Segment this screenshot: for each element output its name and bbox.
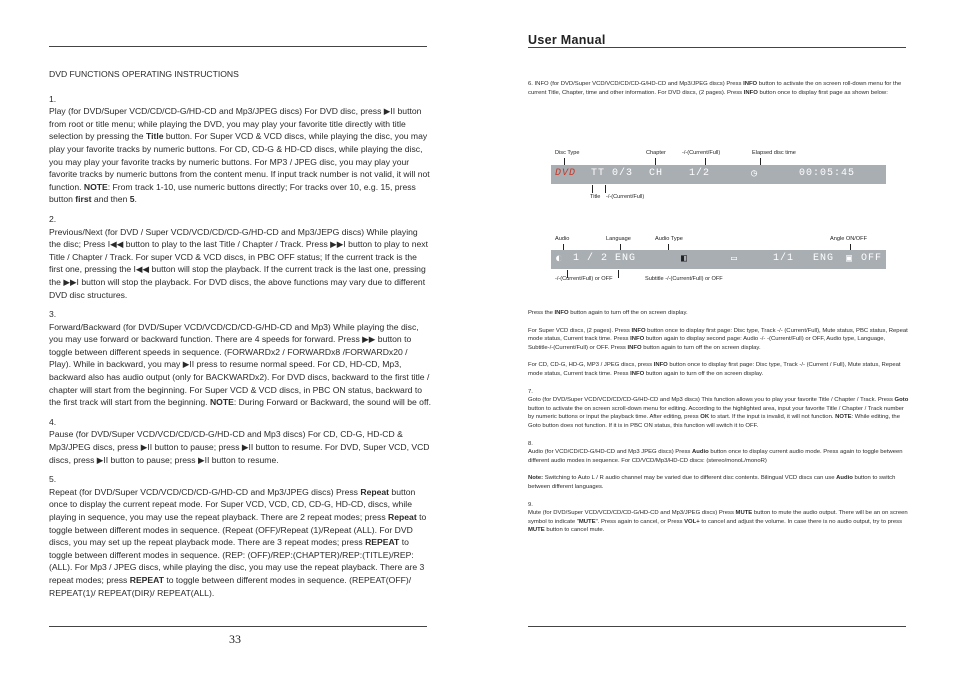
top-rule — [49, 46, 427, 47]
osd-angle-value: OFF — [861, 253, 883, 264]
osd-bar-2 — [551, 250, 886, 269]
clock-icon: ◷ — [751, 169, 759, 180]
osd-disc-type: DVD — [555, 168, 577, 179]
section-text: Play (for DVD/Super VCD/CD/CD-G/HD-CD and Mp3/JPEG discs) For DVD disc, press ▶II button from root or title menu; while playing the DVD, you may play your favorite title directly with title selection by pressing the Title button. For Super VCD & VCD discs, while playing the disc, you may play your favorite tracks by numeric buttons. For CD, CD-G & HD-CD discs, while playing the disc, you may play your favorite tracks by numeric buttons. For MP3 / JPEG disc, you may play your favorite tracks by numeric buttons from the content menu. If input track number is not valid, it will not function. NOTE: From track 1-10, use numeric buttons directly; For tracks over 10, e.g. 15, press button first and then 5. — [49, 106, 430, 205]
right-paragraph: Note: Switching to Auto L / R audio channel may be varied due to different disc contents. Bilingual VCD discs can use Audio button to switch between different languages. — [528, 475, 896, 490]
osd-bar-1 — [551, 165, 886, 184]
label-audio-type: Audio Type — [655, 236, 683, 242]
section-number: 4. — [49, 416, 57, 427]
info-intro — [528, 80, 910, 97]
angle-icon: ▣ — [846, 254, 854, 265]
page-header: User Manual — [528, 33, 606, 47]
right-paragraph: 9. Mute (for DVD/Super VCD/VCD/CD/CD-G/HD-CD and Mp3/JPEG discs) Press MUTE button to mute the audio output. There will be an on screen symbol to indicate "MUTE". Press again to cancel, or Press VOL+ to cancel and adjust the volume. In case there is no audio output, try to press MUTE button to cancel mute. — [528, 501, 908, 534]
right-paras — [528, 309, 910, 535]
right-body — [528, 309, 910, 535]
tick — [592, 185, 593, 193]
left-sections — [49, 93, 431, 600]
section-number: 1. — [49, 93, 57, 104]
label-title-current-full: -/-(Current/Full) — [606, 194, 645, 200]
label-chapter: Chapter — [646, 150, 666, 156]
osd-chapter-count: 1/2 — [689, 168, 711, 179]
audio-type-icon: ◧ — [681, 254, 689, 265]
section-text: Forward/Backward (for DVD/Super VCD/VCD/CD/CD-G/HD-CD and Mp3) While playing the disc, you may use forward or backward function. There are 4 speeds for forward. Press ▶▶ button to toggle between different speeds in sequence. (FORWARDx2 / FORWARDx8 /FORWARDx20 / Play). While in backward, you may ▶II press to resume normal speed. For CD, HD-CD, Mp3, backward also has audio output (only for BACKWARDx2). For DVD discs, backward to the first title / chapter will start from the beginning. For Super VCD & VCD discs, in PBC ON status, backward to the first track will start from the beginning. NOTE: During Forward or Backward, the sound will be off. — [49, 321, 431, 408]
right-paragraph: 8. Audio (for VCD/CD/CD-G/HD-CD and Mp3 JPEG discs) Press Audio button once to display current audio mode. Press again to toggle between different audio modes in sequence. For CD/VCD/Mp3/HD-CD discs: (stereo/monoL/monoR) — [528, 440, 903, 464]
left-body — [49, 68, 431, 606]
osd-chapter: CH — [649, 168, 664, 179]
label-angle: Angle ON/OFF — [830, 236, 867, 242]
osd-title: TT 0/3 — [591, 168, 634, 179]
section-number: 5. — [49, 474, 57, 485]
right-paragraph: Press the INFO button again to turn off the on screen display. — [528, 310, 688, 316]
label-title: Title — [590, 194, 601, 200]
section-text: Pause (for DVD/Super VCD/VCD/CD/CD-G/HD-CD and Mp3 discs) For CD, CD-G, HD-CD & Mp3/JPEG discs, press ▶II button to pause; press ▶II button to resume. For DVD, Super VCD, VCD discs, press ▶II button to pause; press ▶II button to resume. — [49, 429, 430, 465]
header-rule — [528, 47, 906, 48]
label-current-full: -/-(Current/Full) — [682, 150, 721, 156]
section-text: Previous/Next (for DVD / Super VCD/VCD/CD/CD-G/HD-CD and Mp3/JEPG discs) While playing the disc; Press I◀◀ button to play to the last Title / Chapter / Track. Press ▶▶I button to play to next Title / Chapter / Track. For super VCD & VCD discs, in PBC OFF status; If the current track is the first one, pressing the I◀◀ button will stop the playback. If the current track is the last one, pressing the ▶▶I button will stop the playback. For DVD discs, the above functions may vary due to different DVD disc structures. — [49, 226, 428, 300]
right-paragraph: For CD, CD-G, HD-G, MP3 / JPEG discs, press INFO button once to display first page: Disc type, Track -/- (Current / Full), Mute status, Repeat mode status, Current track time. Press INFO button again to turn off the on screen display. — [528, 362, 901, 377]
info-para: 6. INFO (for DVD/Super VCD/VCD/CD/CD-G/HD-CD and Mp3/JPEG discs) Press INFO button to activate the on screen roll-down menu for the current Title, Chapter, time and other information. For DVD discs, (2 pages). Press INFO button once to display first page as shown below: — [528, 81, 902, 96]
label-disc-type: Disc Type — [555, 150, 580, 156]
right-paragraph: 7. Goto (for DVD/Super VCD/VCD/CD/CD-G/HD-CD and Mp3 discs) This function allows you to play your favorite Title / Chapter / Track. Press Goto button to activate the on screen scroll-down menu for editing. According to the highlighted area, input your favorite Title / Chapter / Track number by numeric buttons or input the playback time. After editing, press OK to start. If the input is invalid, it will not function. NOTE: While editing, the Goto button does not function. If it is in PBC ON status, this function will switch it to OFF. — [528, 388, 909, 429]
label-audio: Audio — [555, 236, 570, 242]
section-number: 3. — [49, 309, 57, 320]
osd-audio-value: 1 / 2 ENG — [573, 253, 637, 264]
right-paragraph: For Super VCD discs, (2 pages). Press INFO button once to display first page: Disc type, Track -/- (Current/Full), Mute status, PBC status, Repeat mode status, Current track time. Press INFO button again to display second page: Audio -/- -(Current/Full) or OFF, Audio type, Language, Subtitle-/-(Current/Full) or OFF. Press INFO button again to turn off the on screen display. — [528, 327, 908, 351]
tick — [605, 185, 606, 193]
audio-icon: ◐ — [555, 251, 564, 266]
osd-subtitle-value: 1/1 — [773, 253, 795, 264]
bottom-rule — [49, 626, 427, 627]
section-number: 2. — [49, 213, 57, 224]
label-subtitle: Subtitle -/-(Current/Full) or OFF — [645, 276, 723, 282]
osd-language: ENG — [813, 253, 835, 264]
label-audio-current: -/-(Current/Full) or OFF — [555, 276, 613, 282]
label-language: Language — [606, 236, 631, 242]
page-number: 33 — [229, 632, 241, 646]
right-bottom-rule — [528, 626, 906, 627]
section-title: DVD FUNCTIONS OPERATING INSTRUCTIONS — [49, 69, 239, 79]
label-elapsed: Elapsed disc time — [752, 150, 796, 156]
section-text: Repeat (for DVD/Super VCD/VCD/CD/CD-G/HD-CD and Mp3/JPEG discs) Press Repeat button once to display the current repeat mode. For Super VCD, VCD, CD, CD-G, HD-CD, discs, while playing in sequence, you may use the repeat playback. There are 2 repeat modes; press Repeat to toggle between different modes in sequence. (Repeat (OFF)/Repeat (1)/Repeat (ALL). For DVD discs, you may set up the repeat playback mode. There are 3 repeat modes; press REPEAT to toggle between different modes in sequence. (REP: (OFF)/REP:(CHAPTER)/REP:(TITLE)/REP:(ALL). For Mp3 / JPEG discs, while playing the disc, you may use the repeat playback. There are 3 repeat modes; press REPEAT to toggle between different modes in sequence. (REPEAT(OFF)/ REPEAT(1)/ REPEAT(DIR)/ REPEAT(ALL). — [49, 486, 427, 598]
osd-elapsed-time: 00:05:45 — [799, 168, 856, 179]
tick — [618, 270, 619, 278]
subtitle-icon: ▭ — [731, 254, 739, 265]
